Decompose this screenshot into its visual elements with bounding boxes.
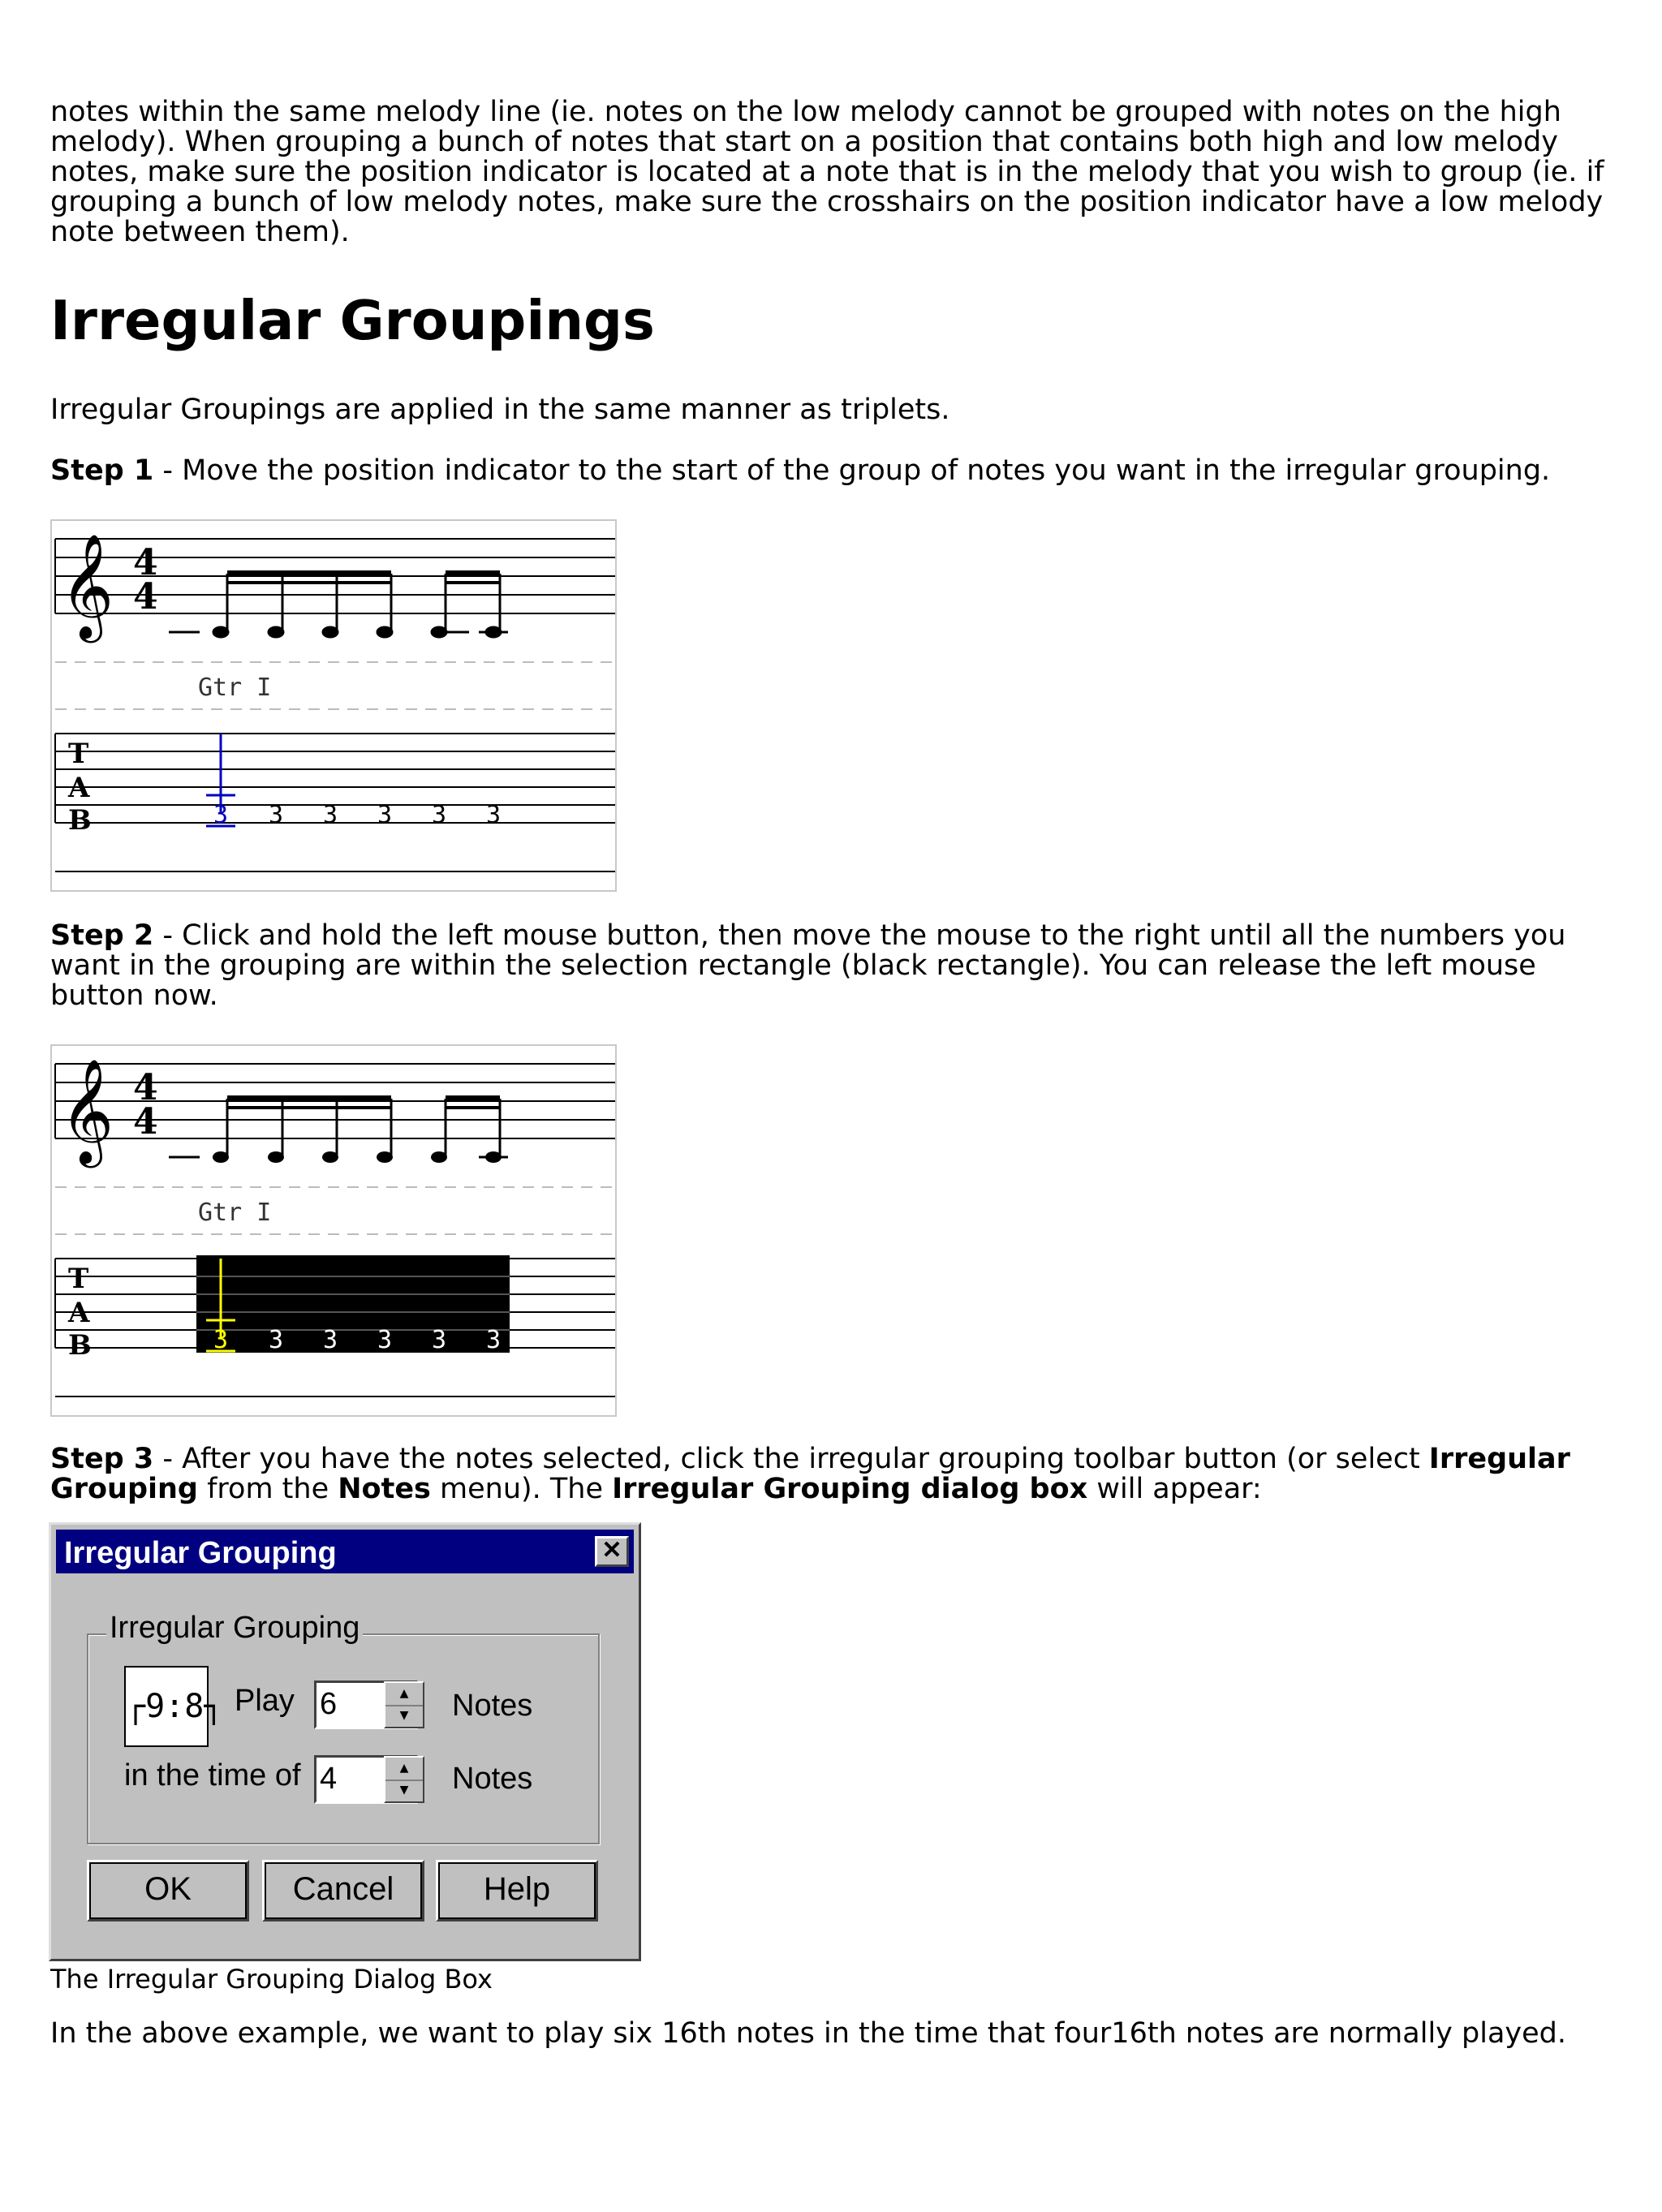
intro-paragraph	[50, 97, 1617, 247]
ok-button[interactable]: OK	[87, 1860, 249, 1922]
time-of-count-spinner[interactable]	[384, 1756, 424, 1803]
step1-text: - Move the position indicator to the start of the group of notes you want in the irregular grouping.	[153, 454, 1551, 487]
tab-letter: A	[68, 772, 90, 804]
spin-down-icon[interactable]: ▼	[399, 1709, 409, 1722]
guitar-label: Gtr I	[198, 1199, 272, 1227]
close-button[interactable]	[595, 1536, 629, 1567]
tab-letter: A	[68, 1297, 90, 1329]
spin-up-icon[interactable]: ▲	[385, 1758, 423, 1781]
groupbox-label: Irregular Grouping	[106, 1611, 363, 1646]
intro-line: note between them).	[50, 216, 350, 248]
step2-line: want in the grouping are within the selection rectangle (black rectangle). You can release the left mouse	[50, 949, 1536, 982]
intro-line: notes within the same melody line (ie. notes on the low melody cannot be grouped with notes on the high	[50, 96, 1561, 128]
dialog-ref: Irregular Grouping dialog box	[612, 1473, 1088, 1505]
step3-text: menu). The	[430, 1473, 613, 1505]
spin-down-icon[interactable]: ▼	[399, 1784, 409, 1797]
step1-paragraph	[50, 456, 1617, 486]
spin-up-icon[interactable]: ▲	[385, 1683, 423, 1706]
help-button[interactable]: Help	[436, 1860, 598, 1922]
intro-line: melody). When grouping a bunch of notes that start on a position that contains both high and low melody	[50, 126, 1558, 158]
step2-label: Step 2	[50, 919, 154, 952]
section-heading: Irregular Groupings	[50, 289, 655, 352]
step3-paragraph	[50, 1444, 1617, 1504]
dialog-caption: The Irregular Grouping Dialog Box	[50, 1964, 493, 1995]
guitar-label: Gtr I	[198, 673, 272, 702]
notes-label: Notes	[452, 1762, 533, 1796]
time-of-count-input[interactable]: 4	[314, 1755, 418, 1804]
menu-item-ref: Irregular	[1428, 1443, 1570, 1475]
step2-line: button now.	[50, 979, 218, 1012]
fret-number: 3	[431, 801, 447, 829]
fret-number: 3	[485, 1326, 502, 1354]
fret-number: 3	[322, 801, 338, 829]
step3-text: will appear:	[1087, 1473, 1262, 1505]
dialog-title: Irregular Grouping	[64, 1536, 337, 1570]
closing-paragraph: In the above example, we want to play six 16th notes in the time that four16th notes are normally played.	[50, 2017, 1566, 2050]
staff-graphic-2	[52, 1046, 615, 1415]
tab-letter: T	[68, 738, 89, 770]
step2-paragraph	[50, 921, 1617, 1011]
fret-number: 3	[322, 1326, 338, 1354]
treble-clef-icon: 𝄞	[60, 533, 114, 639]
time-sig-bottom: 4	[133, 576, 158, 618]
staff-graphic-1	[52, 521, 615, 890]
fret-number: 3	[213, 1326, 229, 1354]
lead-paragraph: Irregular Groupings are applied in the same manner as triplets.	[50, 394, 950, 426]
selection-rectangle	[196, 1255, 510, 1353]
menu-item-ref: Grouping	[50, 1473, 198, 1505]
notes-label: Notes	[452, 1689, 533, 1723]
intro-line: notes, make sure the position indicator is located at a note that is in the melody that you wish to group (ie. if	[50, 156, 1604, 188]
tab-letter: B	[68, 1329, 92, 1362]
fret-number: 3	[377, 801, 393, 829]
fret-number: 3	[485, 801, 502, 829]
fret-number: 3	[431, 1326, 447, 1354]
play-label: Play	[235, 1684, 295, 1718]
fret-number: 3	[213, 801, 229, 829]
tab-letter: B	[68, 804, 92, 837]
fret-number: 3	[268, 1326, 284, 1354]
fret-number: 3	[377, 1326, 393, 1354]
dialog-titlebar[interactable]	[56, 1530, 634, 1573]
staff-figure-2	[50, 1044, 617, 1417]
cancel-button[interactable]: Cancel	[262, 1860, 424, 1922]
time-sig-top: 4	[133, 1067, 158, 1108]
tab-letter: T	[68, 1263, 89, 1295]
step3-text: - After you have the notes selected, click the irregular grouping toolbar button (or select	[153, 1443, 1429, 1475]
step2-line: - Click and hold the left mouse button, then move the mouse to the right until all the numbers you	[153, 919, 1566, 952]
grouping-ratio-preview: ┌9:8┐	[124, 1666, 209, 1747]
treble-clef-icon: 𝄞	[60, 1058, 114, 1164]
fret-number: 3	[268, 801, 284, 829]
play-count-input[interactable]: 6	[314, 1681, 418, 1729]
irregular-grouping-dialog	[49, 1522, 641, 1961]
step3-label: Step 3	[50, 1443, 154, 1475]
play-count-spinner[interactable]	[384, 1681, 424, 1728]
intro-line: grouping a bunch of low melody notes, make sure the crosshairs on the position indicator have a low melody	[50, 186, 1604, 218]
staff-figure-1	[50, 519, 617, 892]
time-sig-bottom: 4	[133, 1101, 158, 1143]
step1-label: Step 1	[50, 454, 154, 487]
time-of-label: in the time of	[124, 1758, 301, 1792]
time-sig-top: 4	[133, 542, 158, 583]
close-icon: ✕	[601, 1537, 622, 1564]
menu-ref: Notes	[338, 1473, 431, 1505]
step3-text: from the	[197, 1473, 338, 1505]
